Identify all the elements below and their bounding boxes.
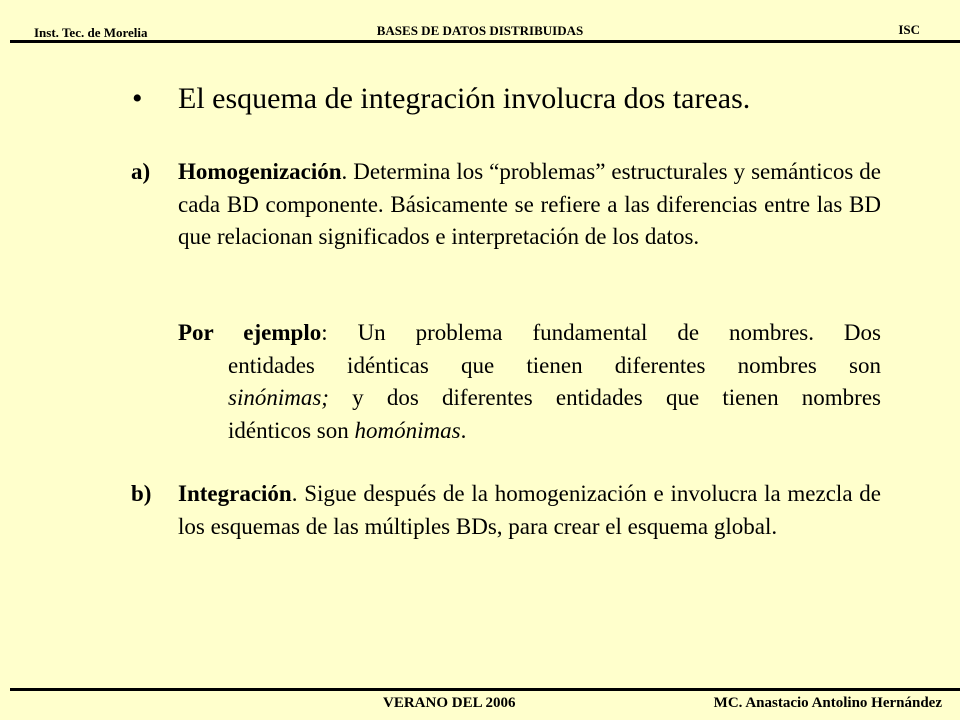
bullet-text: El esquema de integración involucra dos tareas. — [178, 82, 751, 115]
item-label: b) — [131, 481, 152, 506]
homonyms-term: homónimas — [354, 417, 461, 443]
header-program: ISC — [898, 22, 920, 37]
item-term: Homogenización — [178, 159, 342, 184]
header-institution: Inst. Tec. de Morelia — [34, 25, 148, 40]
footer-author: MC. Anastacio Antolino Hernández — [713, 695, 942, 711]
item-term: Integración — [178, 481, 292, 506]
example-paragraph — [178, 317, 881, 447]
example-term: Por ejemplo — [178, 320, 322, 345]
item-homogenization — [131, 156, 881, 254]
footer-rule — [10, 688, 960, 691]
item-description: . Sigue después de la homogenización e involucra la mezcla de los esquemas de las múltiples BDs, para crear el esquema global. — [178, 481, 881, 539]
example-line-4: idénticos son homónimas. — [228, 417, 467, 443]
item-description: . Determina los “problemas” estructurales y semánticos de cada BD componente. Básicamente se refiere a las diferencias entre las BD que relacionan significados e interpretación de los datos. — [178, 159, 881, 249]
item-label: a) — [131, 159, 151, 184]
example-line-2: entidades idénticas que tienen diferentes nombres son — [228, 352, 881, 378]
header-course-title: BASES DE DATOS DISTRIBUIDAS — [376, 23, 584, 38]
item-integration — [131, 478, 881, 543]
example-line-1: Por ejemplo: Un problema fundamental de nombres. Dos — [178, 320, 881, 345]
bullet-heading — [132, 82, 750, 116]
footer-term: VERANO DEL 2006 — [383, 695, 516, 711]
bullet-icon: • — [132, 82, 143, 115]
item-text — [178, 478, 881, 543]
header-rule — [10, 40, 960, 43]
synonyms-term: sinónimas; — [228, 385, 329, 410]
example-line-3: sinónimas; y dos diferentes entidades que tienen nombres — [228, 385, 881, 410]
item-text — [178, 156, 881, 254]
